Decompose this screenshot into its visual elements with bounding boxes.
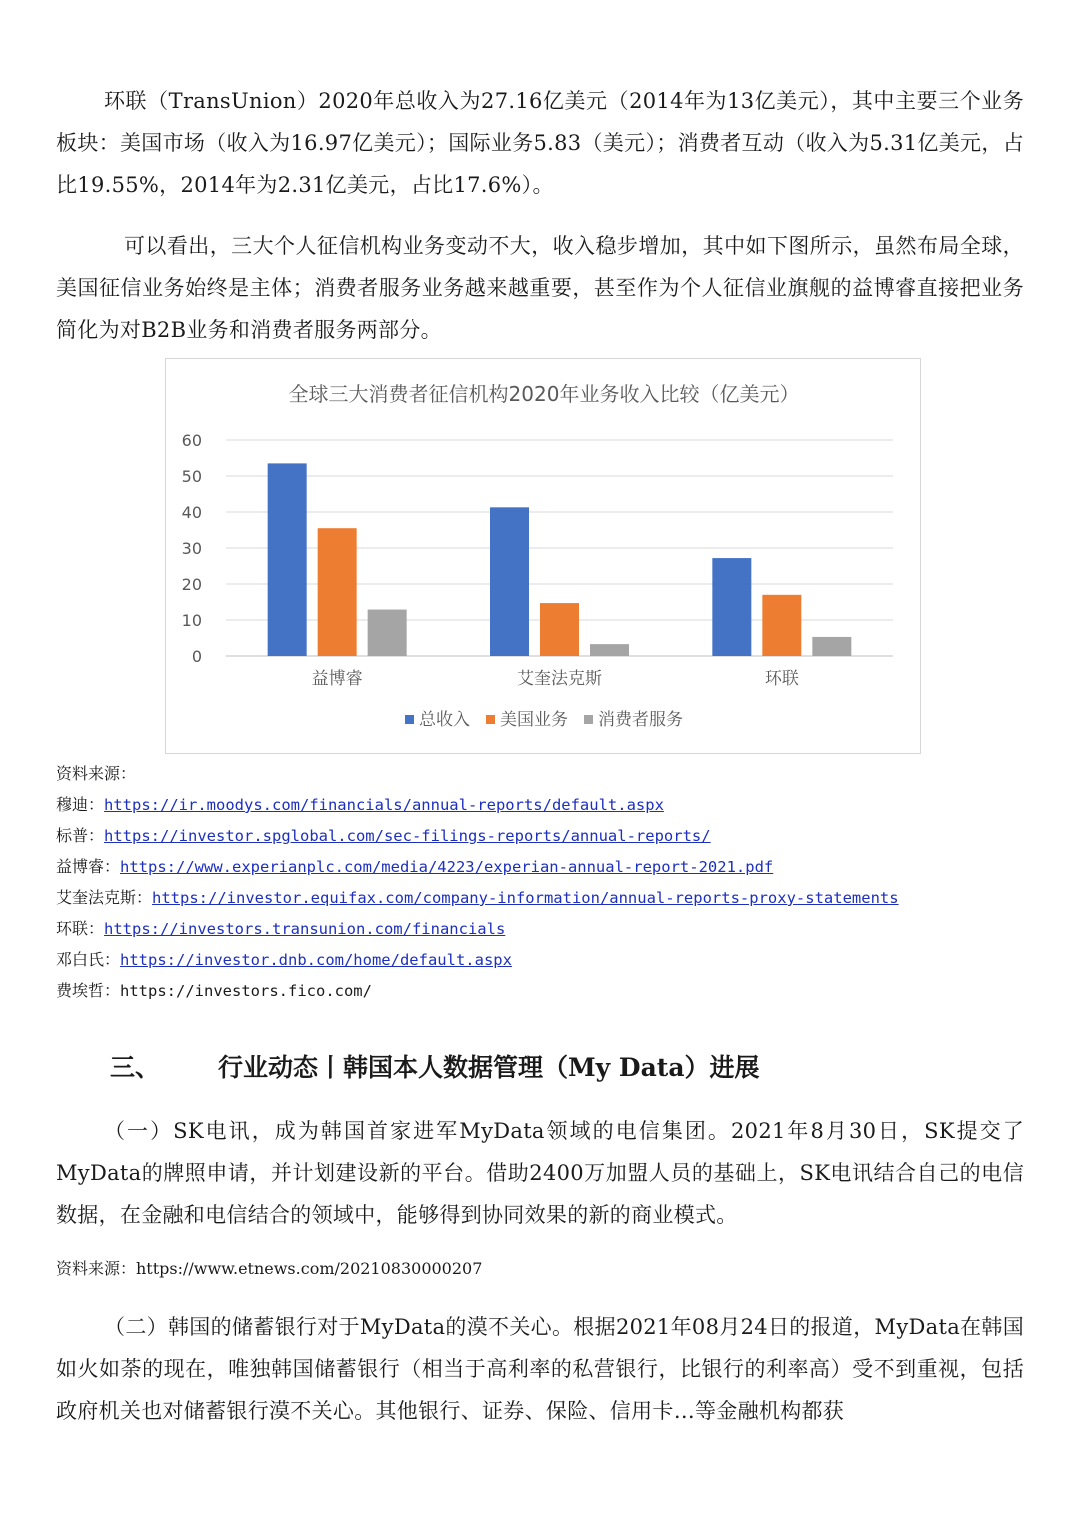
y-tick-label: 10 — [181, 611, 202, 630]
paragraph-transunion: 环联（TransUnion）2020年总收入为27.16亿美元（2014年为13亿美元），其中主要三个业务板块：美国市场（收入为16.97亿美元）；国际业务5.83（美元）；消费者互动（收入为5.31亿美元，占比19.55%，2014年为2.31亿美元，占比17.6%）。 — [56, 89, 1024, 197]
bar-1-2 — [590, 644, 629, 656]
x-category-label: 益博睿 — [311, 669, 363, 689]
legend-swatch — [486, 715, 495, 724]
bar-1-1 — [540, 603, 579, 656]
source-link[interactable]: https://investor.equifax.com/company-information/annual-reports-proxy-statements — [152, 889, 899, 907]
y-axis-ticks — [182, 431, 202, 666]
chart-bars — [268, 463, 852, 656]
source-row — [56, 820, 1036, 851]
sources-list — [56, 758, 1036, 1006]
bar-2-1 — [762, 595, 801, 656]
source-row — [56, 944, 1036, 975]
chart-title: 全球三大消费者征信机构2020年业务收入比较（亿美元） — [288, 382, 800, 406]
x-category-label: 环联 — [764, 669, 799, 689]
source-link[interactable]: https://investor.spglobal.com/sec-filings-reports/annual-reports/ — [104, 827, 711, 845]
y-tick-label: 0 — [191, 647, 202, 666]
paragraph-summary: 可以看出，三大个人征信机构业务变动不大，收入稳步增加，其中如下图所示，虽然布局全球，美国征信业务始终是主体；消费者服务业务越来越重要，甚至作为个人征信业旗舰的益博睿直接把业务简化为对B2B业务和消费者服务两部分。 — [56, 234, 1024, 342]
bar-0-1 — [318, 528, 357, 656]
revenue-bar-chart — [165, 358, 921, 754]
y-tick-label: 40 — [181, 503, 202, 522]
chart-legend — [405, 710, 683, 730]
source-url-text: https://investors.fico.com/ — [120, 982, 372, 1000]
sources-header: 资料来源： — [56, 764, 137, 783]
source-label: 环联： — [56, 919, 105, 938]
paragraph-news-sk: （一）SK电讯，成为韩国首家进军MyData领域的电信集团。2021年8月30日，SK提交了MyData的牌照申请，并计划建设新的平台。借助2400万加盟人员的基础上，SK电讯结合自己的电信数据，在金融和电信结合的领域中，能够得到协同效果的新的商业模式。 — [56, 1119, 1024, 1227]
legend-swatch — [584, 715, 593, 724]
y-tick-label: 60 — [181, 431, 202, 450]
source-label: 穆迪： — [56, 795, 105, 814]
legend-swatch — [405, 715, 414, 724]
bar-1-0 — [490, 507, 529, 656]
chart-canvas — [166, 359, 922, 755]
bar-0-0 — [268, 463, 307, 656]
news-source: 资料来源：https://www.etnews.com/20210830000207 — [56, 1259, 483, 1278]
source-row — [56, 975, 1036, 1006]
x-axis-labels — [312, 669, 799, 689]
source-row — [56, 913, 1036, 944]
x-category-label: 艾奎法克斯 — [517, 669, 602, 689]
legend-label: 总收入 — [419, 710, 470, 730]
source-row — [56, 882, 1036, 913]
source-row — [56, 789, 1036, 820]
legend-label: 美国业务 — [500, 710, 568, 730]
section-heading — [110, 1046, 760, 1090]
section-number: 三、 — [110, 1053, 161, 1082]
source-link[interactable]: https://www.experianplc.com/media/4223/experian-annual-report-2021.pdf — [120, 858, 774, 876]
source-label: 艾奎法克斯： — [56, 888, 153, 907]
source-row — [56, 851, 1036, 882]
source-link[interactable]: https://investors.transunion.com/financials — [104, 920, 506, 938]
bar-0-2 — [368, 610, 407, 656]
bar-2-0 — [712, 558, 751, 656]
section-title: 行业动态丨韩国本人数据管理（My Data）进展 — [218, 1053, 760, 1082]
paragraph-news-savings-bank: （二）韩国的储蓄银行对于MyData的漠不关心。根据2021年08月24日的报道，MyData在韩国如火如荼的现在，唯独韩国储蓄银行（相当于高利率的私营银行，比银行的利率高）受不到重视，包括政府机关也对储蓄银行漠不关心。其他银行、证券、保险、信用卡…等金融机构都获 — [56, 1315, 1024, 1423]
y-tick-label: 20 — [181, 575, 202, 594]
source-link[interactable]: https://investor.dnb.com/home/default.aspx — [120, 951, 512, 969]
source-label: 益博睿： — [56, 857, 121, 876]
y-tick-label: 50 — [181, 467, 202, 486]
source-link[interactable]: https://ir.moodys.com/financials/annual-reports/default.aspx — [104, 796, 664, 814]
source-label: 标普： — [56, 826, 105, 845]
source-label: 邓白氏： — [56, 950, 121, 969]
y-tick-label: 30 — [181, 539, 202, 558]
bar-2-2 — [812, 637, 851, 656]
source-label: 费埃哲： — [56, 981, 121, 1000]
legend-label: 消费者服务 — [598, 710, 683, 730]
